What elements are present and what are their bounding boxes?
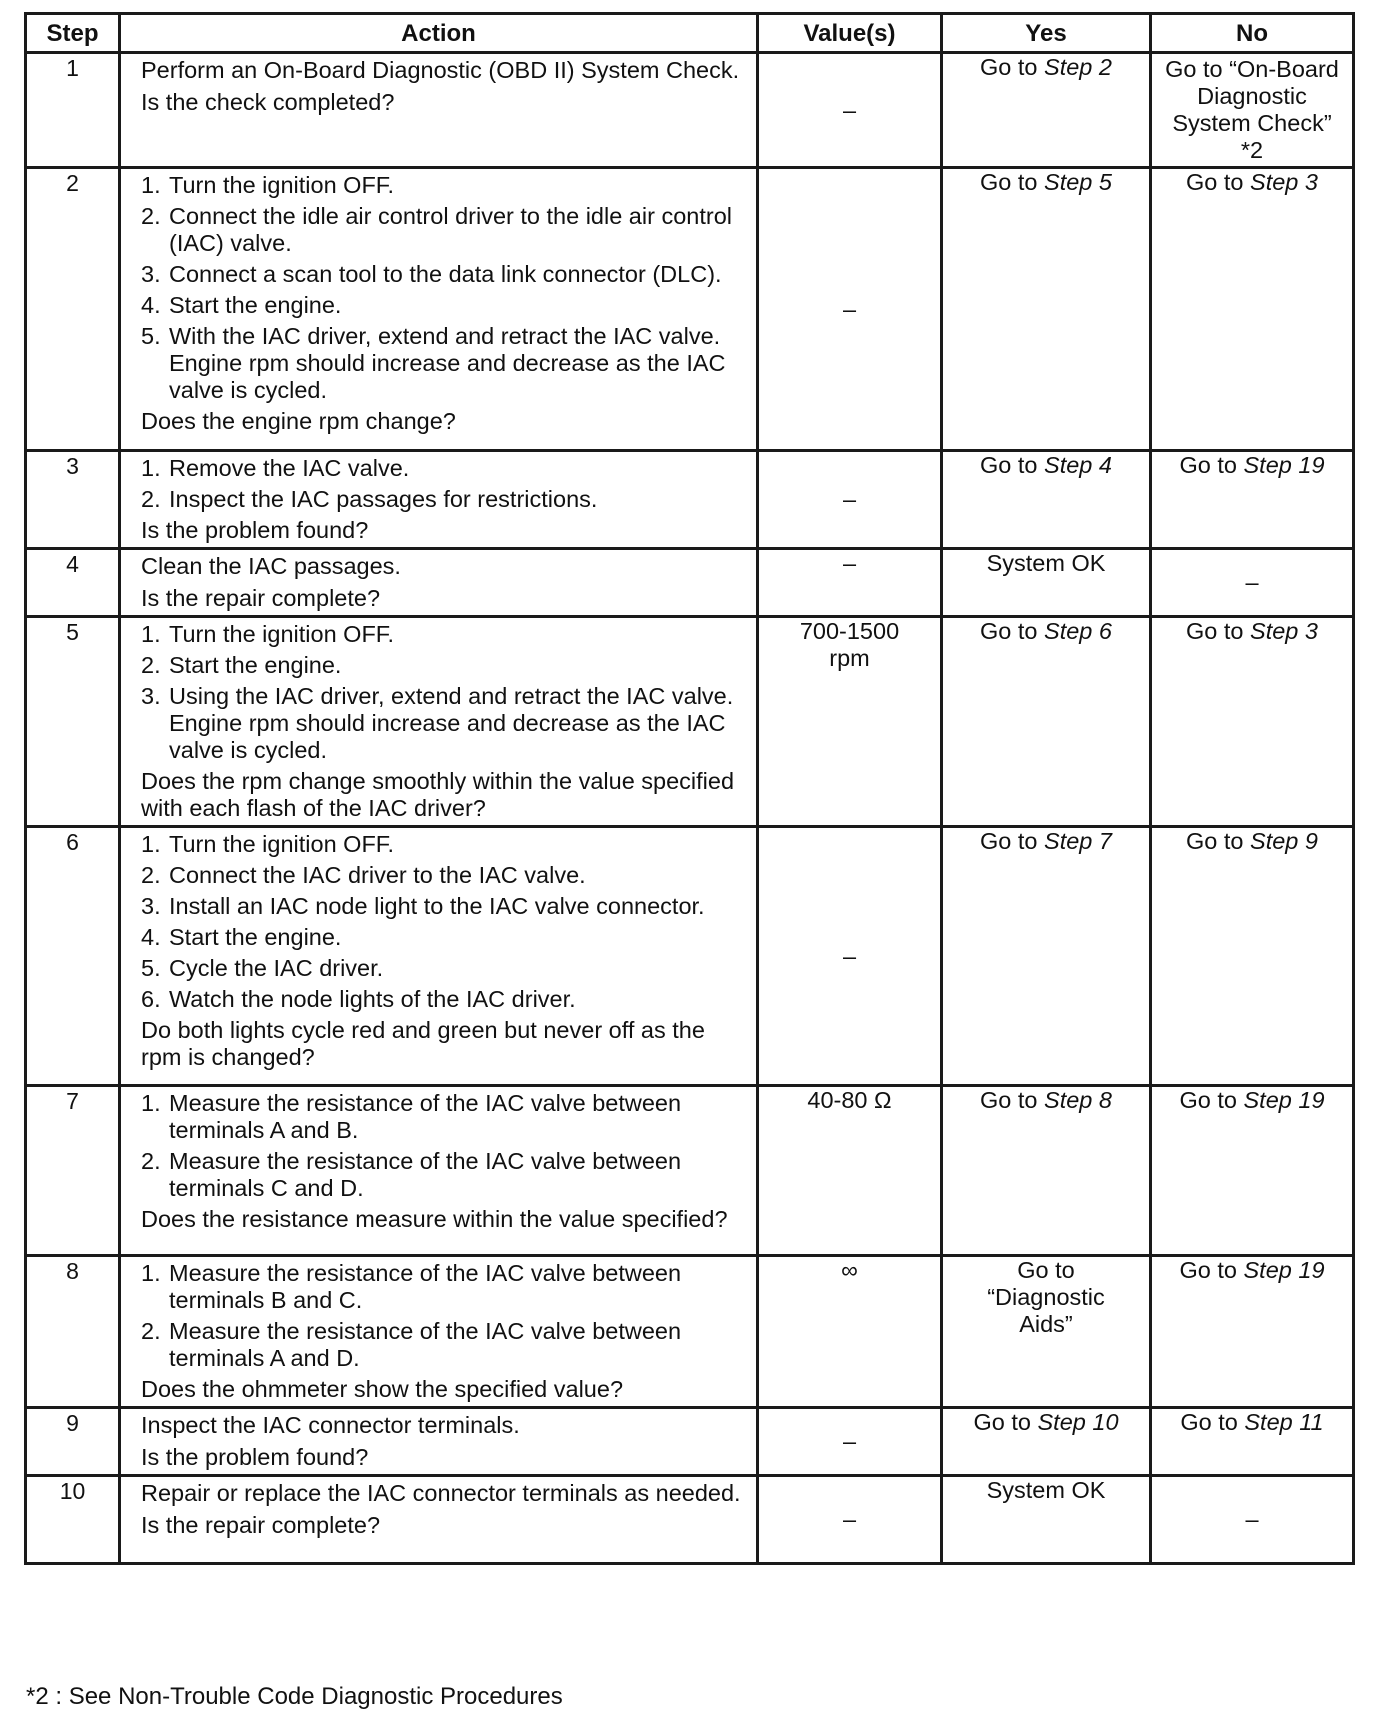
action-steps-list	[141, 172, 750, 404]
yes-goto-prefix: Go to	[980, 452, 1045, 478]
action-cell	[120, 451, 758, 549]
action-step-number: 1.	[141, 831, 161, 857]
action-question: Do both lights cycle red and green but never off as the rpm is changed?	[141, 1017, 705, 1070]
action-step-item	[141, 862, 750, 889]
action-question: Does the resistance measure within the value specified?	[141, 1206, 728, 1232]
step-number: 8	[26, 1256, 120, 1408]
no-goto-prefix: Go to	[1186, 169, 1251, 195]
action-step-text: Turn the ignition OFF.	[169, 621, 395, 647]
action-step-number: 2.	[141, 1318, 161, 1344]
action-step-text: Measure the resistance of the IAC valve between terminals C and D.	[169, 1148, 682, 1201]
yes-step-reference: Step 10	[1037, 1409, 1119, 1435]
header-no: No	[1151, 14, 1354, 53]
action-step-number: 5.	[141, 323, 161, 349]
action-step-number: 5.	[141, 955, 161, 981]
step-number: 3	[26, 451, 120, 549]
value-cell: ∞	[758, 1256, 942, 1408]
yes-outcome-cell	[942, 549, 1151, 617]
action-step-item	[141, 172, 750, 199]
step-number: 1	[26, 53, 120, 168]
table-row	[26, 1256, 1354, 1408]
step-number: 6	[26, 827, 120, 1086]
action-step-text: Turn the ignition OFF.	[169, 172, 395, 198]
step-number: 5	[26, 617, 120, 827]
step-number: 2	[26, 168, 120, 451]
diagnostic-page	[24, 12, 1352, 1565]
yes-outcome-cell	[942, 827, 1151, 1086]
action-cell	[120, 168, 758, 451]
action-question: Is the repair complete?	[141, 1512, 381, 1538]
action-step-item	[141, 955, 750, 982]
no-outcome-cell	[1151, 53, 1354, 168]
footnote: *2 : See Non-Trouble Code Diagnostic Procedures	[26, 1683, 563, 1710]
action-step-text: Connect a scan tool to the data link connector (DLC).	[169, 261, 722, 287]
action-step-text: Measure the resistance of the IAC valve between terminals A and B.	[169, 1090, 682, 1143]
action-step-number: 3.	[141, 893, 161, 919]
yes-outcome-cell	[942, 53, 1151, 168]
action-step-text: Watch the node lights of the IAC driver.	[169, 986, 576, 1012]
action-instruction: Clean the IAC passages.	[141, 553, 401, 579]
action-cell	[120, 1408, 758, 1476]
action-step-item	[141, 986, 750, 1013]
table-row	[26, 1476, 1354, 1564]
action-step-number: 3.	[141, 683, 161, 709]
action-step-item	[141, 203, 750, 257]
yes-step-reference: Step 2	[1044, 54, 1112, 80]
header-yes: Yes	[942, 14, 1151, 53]
action-step-text: With the IAC driver, extend and retract the IAC valve. Engine rpm should increase and decrease as the IAC valve is cycled.	[169, 323, 726, 403]
action-step-item	[141, 1090, 750, 1144]
action-step-number: 4.	[141, 292, 161, 318]
action-step-item	[141, 1148, 750, 1202]
action-step-text: Measure the resistance of the IAC valve between terminals B and C.	[169, 1260, 682, 1313]
yes-step-reference: Step 7	[1044, 828, 1112, 854]
header-step: Step	[26, 14, 120, 53]
no-step-reference: Step 19	[1243, 1257, 1325, 1283]
action-step-text: Connect the idle air control driver to the idle air control (IAC) valve.	[169, 203, 732, 256]
action-step-item	[141, 683, 750, 764]
no-outcome-cell	[1151, 451, 1354, 549]
table-row	[26, 1408, 1354, 1476]
action-step-number: 2.	[141, 203, 161, 229]
action-question: Does the ohmmeter show the specified value?	[141, 1376, 624, 1402]
action-cell	[120, 1086, 758, 1256]
no-outcome-cell	[1151, 1408, 1354, 1476]
action-step-item	[141, 893, 750, 920]
action-question: Is the problem found?	[141, 517, 369, 543]
yes-outcome-text: System OK	[986, 1477, 1106, 1503]
yes-step-reference: Step 5	[1044, 169, 1112, 195]
action-step-item	[141, 621, 750, 648]
action-step-text: Connect the IAC driver to the IAC valve.	[169, 862, 586, 888]
no-step-reference: Step 19	[1243, 1087, 1325, 1113]
no-outcome-text: Go to “On-Board Diagnostic System Check” *2	[1165, 56, 1339, 163]
no-step-reference: Step 3	[1250, 618, 1318, 644]
yes-goto-prefix: Go to	[980, 828, 1045, 854]
yes-step-reference: Step 4	[1044, 452, 1112, 478]
table-row	[26, 617, 1354, 827]
step-number: 10	[26, 1476, 120, 1564]
yes-goto-prefix: Go to	[973, 1409, 1038, 1435]
yes-goto-prefix: Go to	[980, 169, 1045, 195]
no-outcome-cell	[1151, 549, 1354, 617]
action-question: Does the engine rpm change?	[141, 408, 456, 434]
header-row	[26, 14, 1354, 53]
action-step-item	[141, 1318, 750, 1372]
yes-goto-prefix: Go to	[980, 54, 1045, 80]
action-step-item	[141, 486, 750, 513]
value-cell: 40-80 Ω	[758, 1086, 942, 1256]
action-step-text: Start the engine.	[169, 924, 342, 950]
action-step-item	[141, 652, 750, 679]
diagnostic-table	[24, 12, 1355, 1565]
action-question: Does the rpm change smoothly within the value specified with each flash of the IAC driver?	[141, 768, 735, 821]
yes-outcome-cell	[942, 451, 1151, 549]
action-step-item	[141, 455, 750, 482]
value-cell: –	[758, 451, 942, 549]
header-action: Action	[120, 14, 758, 53]
action-step-number: 2.	[141, 1148, 161, 1174]
no-goto-prefix: Go to	[1186, 828, 1251, 854]
action-step-text: Start the engine.	[169, 292, 342, 318]
action-instruction: Repair or replace the IAC connector terminals as needed.	[141, 1480, 741, 1506]
action-steps-list	[141, 1090, 750, 1202]
action-step-item	[141, 292, 750, 319]
value-cell: –	[758, 1476, 942, 1564]
no-step-reference: Step 9	[1250, 828, 1318, 854]
header-values: Value(s)	[758, 14, 942, 53]
yes-outcome-text: Go to “Diagnostic Aids”	[987, 1257, 1105, 1337]
yes-outcome-cell	[942, 1086, 1151, 1256]
value-cell: –	[758, 168, 942, 451]
table-row	[26, 53, 1354, 168]
action-step-text: Cycle the IAC driver.	[169, 955, 384, 981]
yes-outcome-text: System OK	[986, 550, 1106, 576]
yes-outcome-cell	[942, 168, 1151, 451]
action-steps-list	[141, 455, 750, 513]
action-step-number: 1.	[141, 621, 161, 647]
action-step-item	[141, 323, 750, 404]
no-goto-prefix: Go to	[1179, 1257, 1244, 1283]
action-question: Is the repair complete?	[141, 585, 381, 611]
action-cell	[120, 827, 758, 1086]
action-instruction: Inspect the IAC connector terminals.	[141, 1412, 520, 1438]
table-row	[26, 827, 1354, 1086]
action-step-number: 2.	[141, 486, 161, 512]
value-cell: –	[758, 53, 942, 168]
action-cell	[120, 549, 758, 617]
no-step-reference: Step 11	[1244, 1409, 1324, 1435]
action-step-text: Turn the ignition OFF.	[169, 831, 395, 857]
no-step-reference: Step 19	[1243, 452, 1325, 478]
action-question: Is the problem found?	[141, 1444, 369, 1470]
no-goto-prefix: Go to	[1179, 452, 1244, 478]
action-steps-list	[141, 1260, 750, 1372]
no-outcome-cell	[1151, 827, 1354, 1086]
action-step-number: 4.	[141, 924, 161, 950]
action-step-number: 1.	[141, 455, 161, 481]
yes-outcome-cell	[942, 1476, 1151, 1564]
yes-outcome-cell	[942, 617, 1151, 827]
yes-step-reference: Step 8	[1044, 1087, 1112, 1113]
yes-outcome-cell	[942, 1256, 1151, 1408]
action-step-text: Start the engine.	[169, 652, 342, 678]
action-cell	[120, 1476, 758, 1564]
action-cell	[120, 617, 758, 827]
action-step-item	[141, 924, 750, 951]
action-step-number: 1.	[141, 1090, 161, 1116]
no-outcome-text: –	[1245, 1506, 1259, 1532]
no-outcome-cell	[1151, 1086, 1354, 1256]
action-step-number: 2.	[141, 862, 161, 888]
no-goto-prefix: Go to	[1186, 618, 1251, 644]
action-cell	[120, 1256, 758, 1408]
action-question: Is the check completed?	[141, 89, 395, 115]
no-outcome-cell	[1151, 617, 1354, 827]
action-steps-list	[141, 831, 750, 1013]
action-step-text: Using the IAC driver, extend and retract the IAC valve. Engine rpm should increase and decrease as the IAC valve is cycled.	[169, 683, 734, 763]
action-step-number: 1.	[141, 1260, 161, 1286]
action-cell	[120, 53, 758, 168]
action-step-item	[141, 831, 750, 858]
table-body	[26, 53, 1354, 1564]
action-step-text: Remove the IAC valve.	[169, 455, 410, 481]
no-outcome-cell	[1151, 168, 1354, 451]
action-steps-list	[141, 621, 750, 764]
no-step-reference: Step 3	[1250, 169, 1318, 195]
action-step-number: 1.	[141, 172, 161, 198]
action-step-text: Measure the resistance of the IAC valve between terminals A and D.	[169, 1318, 682, 1371]
no-outcome-cell	[1151, 1476, 1354, 1564]
action-instruction: Perform an On-Board Diagnostic (OBD II) System Check.	[141, 57, 740, 83]
action-step-number: 6.	[141, 986, 161, 1012]
value-cell: –	[758, 1408, 942, 1476]
action-step-number: 2.	[141, 652, 161, 678]
action-step-text: Inspect the IAC passages for restrictions.	[169, 486, 598, 512]
action-step-number: 3.	[141, 261, 161, 287]
action-step-item	[141, 261, 750, 288]
table-row	[26, 1086, 1354, 1256]
step-number: 9	[26, 1408, 120, 1476]
value-cell: 700-1500 rpm	[758, 617, 942, 827]
table-row	[26, 549, 1354, 617]
yes-outcome-cell	[942, 1408, 1151, 1476]
yes-step-reference: Step 6	[1044, 618, 1112, 644]
action-step-text: Install an IAC node light to the IAC valve connector.	[169, 893, 705, 919]
no-outcome-cell	[1151, 1256, 1354, 1408]
value-cell: –	[758, 827, 942, 1086]
yes-goto-prefix: Go to	[980, 618, 1045, 644]
value-cell: –	[758, 549, 942, 617]
table-row	[26, 451, 1354, 549]
no-goto-prefix: Go to	[1180, 1409, 1245, 1435]
step-number: 4	[26, 549, 120, 617]
no-outcome-text: –	[1245, 569, 1259, 595]
table-row	[26, 168, 1354, 451]
action-step-item	[141, 1260, 750, 1314]
yes-goto-prefix: Go to	[980, 1087, 1045, 1113]
step-number: 7	[26, 1086, 120, 1256]
no-goto-prefix: Go to	[1179, 1087, 1244, 1113]
